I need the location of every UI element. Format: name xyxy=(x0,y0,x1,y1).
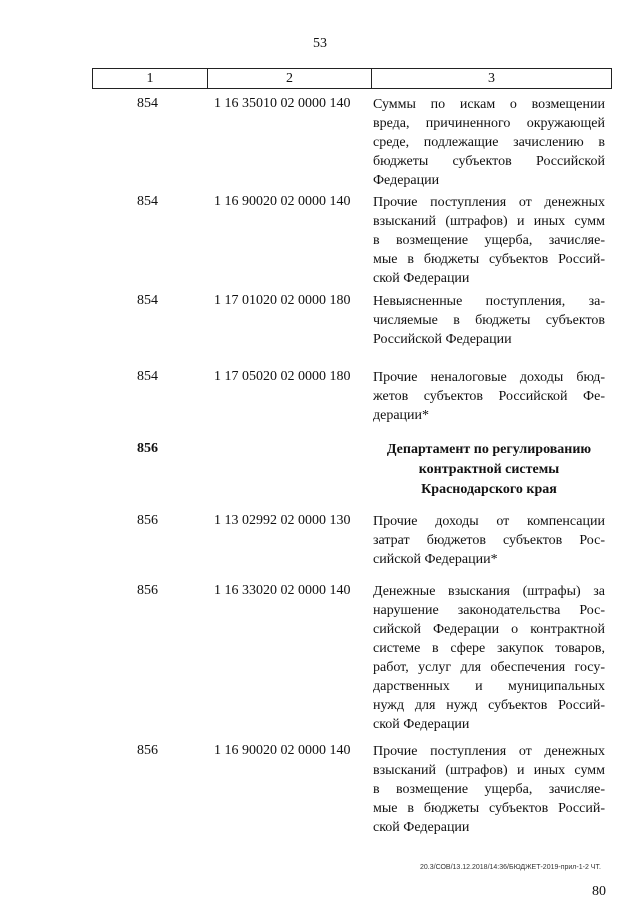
description-line: жетов субъектов Российской Фе- xyxy=(373,389,605,404)
description-line: Денежные взыскания (штрафы) за xyxy=(373,584,605,599)
description-line: ской Федерации xyxy=(373,820,470,835)
footer-page-number: 80 xyxy=(592,884,606,899)
admin-code: 854 xyxy=(137,293,158,308)
description-line: Невыясненные поступления, за- xyxy=(373,294,605,309)
description-line: взысканий (штрафов) и иных сумм xyxy=(373,214,605,229)
department-title xyxy=(373,440,605,500)
description-line: Прочие доходы от компенсации xyxy=(373,514,605,529)
description-line: мые в бюджеты субъектов Россий- xyxy=(373,252,605,267)
admin-code: 854 xyxy=(137,96,158,111)
description-line: системе в сфере закупок товаров, xyxy=(373,641,605,656)
budget-classification-code: 1 17 01020 02 0000 180 xyxy=(214,293,351,308)
description-line: сийской Федерации о контрактной xyxy=(373,622,605,637)
description-line: вреда, причиненного окружающей xyxy=(373,116,605,131)
column-header-3: 3 xyxy=(488,70,495,86)
budget-classification-code: 1 16 90020 02 0000 140 xyxy=(214,743,351,758)
column-header-row xyxy=(92,68,612,89)
admin-code: 854 xyxy=(137,369,158,384)
description-line: работ, услуг для обеспечения госу- xyxy=(373,660,605,675)
budget-classification-code: 1 16 90020 02 0000 140 xyxy=(214,194,351,209)
revenue-description xyxy=(373,512,605,569)
revenue-description xyxy=(373,292,605,349)
department-title-line: Краснодарского края xyxy=(421,482,557,497)
description-line: в возмещение ущерба, зачисляе- xyxy=(373,782,605,797)
description-line: ской Федерации xyxy=(373,271,470,286)
revenue-description xyxy=(373,368,605,425)
description-line: мые в бюджеты субъектов Россий- xyxy=(373,801,605,816)
admin-code: 856 xyxy=(137,513,158,528)
description-line: дерации* xyxy=(373,408,430,423)
revenue-description xyxy=(373,582,605,734)
department-title-line: контрактной системы xyxy=(418,462,560,477)
description-line: взысканий (штрафов) и иных сумм xyxy=(373,763,605,778)
revenue-description xyxy=(373,193,605,288)
description-line: числяемые в бюджеты субъектов xyxy=(373,313,605,328)
budget-classification-code: 1 17 05020 02 0000 180 xyxy=(214,369,351,384)
description-line: сийской Федерации* xyxy=(373,552,498,567)
admin-code: 856 xyxy=(137,441,158,456)
description-line: бюджеты субъектов Российской xyxy=(373,154,605,169)
admin-code: 856 xyxy=(137,743,158,758)
description-line: среде, подлежащие зачислению в xyxy=(373,135,605,150)
description-line: нужд для нужд субъектов Россий- xyxy=(373,698,605,713)
description-line: нарушение законодательства Рос- xyxy=(373,603,605,618)
description-line: Федерации xyxy=(373,173,440,188)
description-line: Суммы по искам о возмещении xyxy=(373,97,605,112)
department-title-line: Департамент по регулированию xyxy=(386,442,592,457)
budget-classification-code: 1 13 02992 02 0000 130 xyxy=(214,513,351,528)
admin-code: 854 xyxy=(137,194,158,209)
revenue-description xyxy=(373,95,605,190)
admin-code: 856 xyxy=(137,583,158,598)
description-line: ской Федерации xyxy=(373,717,470,732)
description-line: в возмещение ущерба, зачисляе- xyxy=(373,233,605,248)
description-line: Российской Федерации xyxy=(373,332,512,347)
page-number: 53 xyxy=(313,36,327,51)
description-line: дарственных и муниципальных xyxy=(373,679,605,694)
revenue-description xyxy=(373,742,605,837)
description-line: затрат бюджетов субъектов Рос- xyxy=(373,533,605,548)
column-header-2: 2 xyxy=(208,69,372,88)
description-line: Прочие поступления от денежных xyxy=(373,744,605,759)
budget-classification-code: 1 16 35010 02 0000 140 xyxy=(214,96,351,111)
description-line: Прочие неналоговые доходы бюд- xyxy=(373,370,605,385)
budget-classification-code: 1 16 33020 02 0000 140 xyxy=(214,583,351,598)
document-reference: 20.3/СОВ/13.12.2018/14:36/БЮДЖЕТ-2019-прил-1-2 ЧТ. xyxy=(420,864,601,871)
column-header-1: 1 xyxy=(93,69,208,88)
description-line: Прочие поступления от денежных xyxy=(373,195,605,210)
